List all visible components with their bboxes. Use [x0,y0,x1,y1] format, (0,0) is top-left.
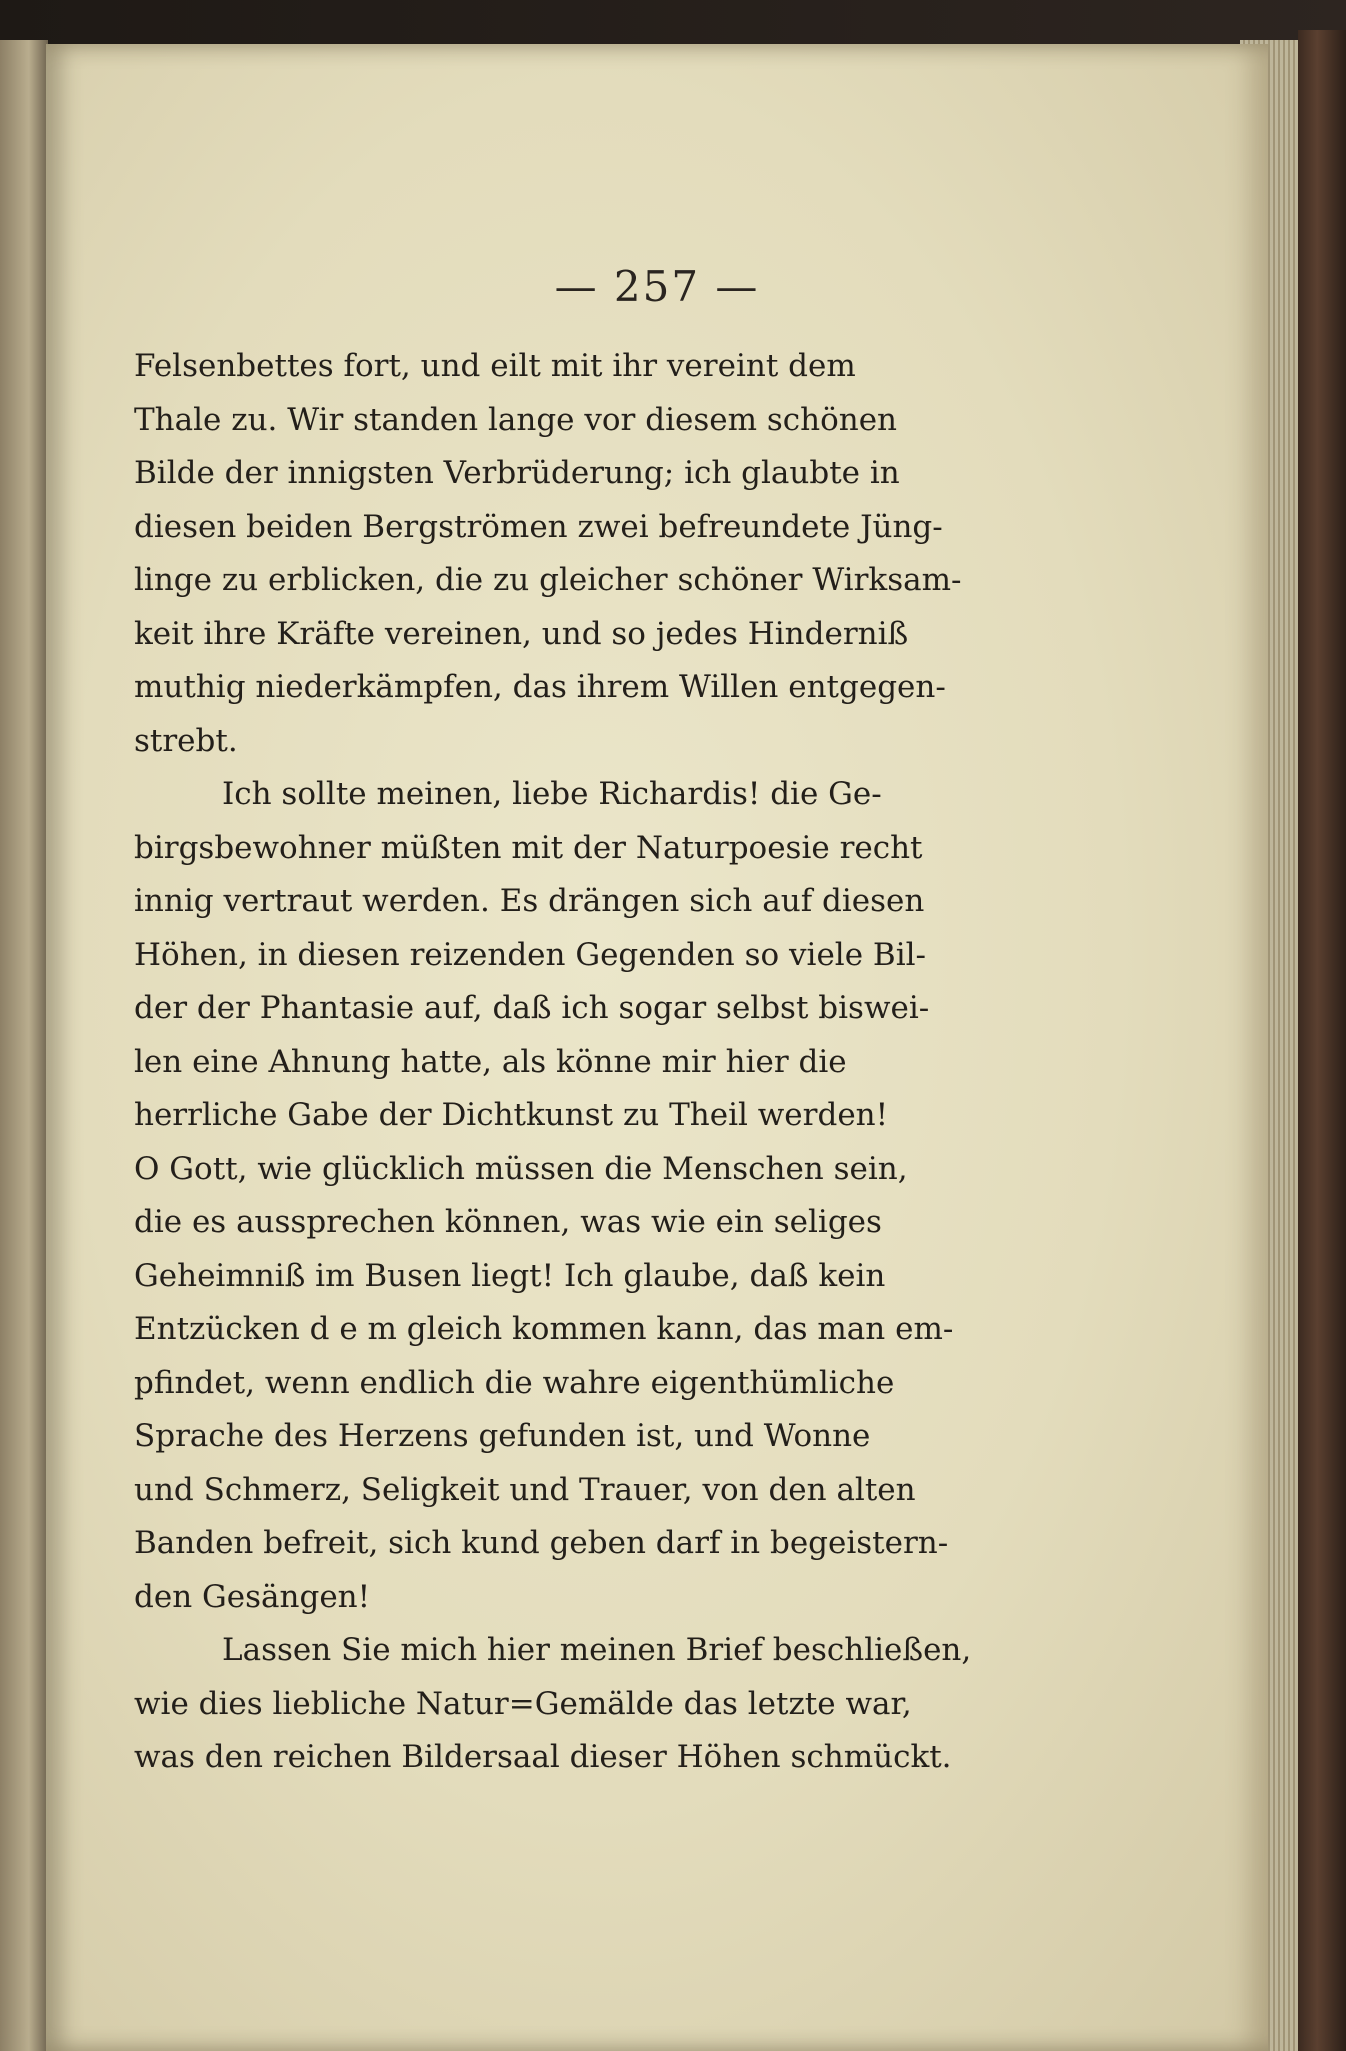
text-line [134,822,1040,876]
line-text: den Gesängen! [134,1578,371,1615]
text-line [134,1464,1040,1518]
text-line [134,1517,1040,1571]
line-text: Höhen, in diesen reizenden Gegenden so viele Bil- [134,936,926,973]
text-line [134,501,1040,555]
line-text: Banden befreit, sich kund geben darf in begeistern- [134,1525,949,1561]
line-text: wie dies liebliche Natur=Gemälde das letzte war, [134,1685,912,1722]
line-text: strebt. [134,722,238,759]
line-text: Lassen Sie mich hier meinen Brief beschließen, [222,1632,972,1668]
line-text: was den reichen Bildersaal dieser Höhen schmückt. [134,1739,952,1775]
text-line [134,1143,1040,1197]
line-text: O Gott, wie glücklich müssen die Menschen sein, [134,1150,908,1187]
text-line [134,715,1040,769]
line-text: pfindet, wenn endlich die wahre eigenthümliche [134,1364,895,1401]
text-line [134,1410,1040,1464]
line-text: keit ihre Kräfte vereinen, und so jedes Hinderniß [134,615,909,652]
paragraph-start [134,1624,1040,1678]
body-text [134,340,1040,1785]
text-line [134,875,1040,929]
line-text: Geheimniß im Busen liegt! Ich glaube, daß kein [134,1257,886,1294]
line-text: herrliche Gabe der Dichtkunst zu Theil werden! [134,1097,889,1133]
left-page-edge [0,40,48,2051]
text-line [134,1678,1040,1732]
text-line [134,554,1040,608]
line-text: linge zu erblicken, die zu gleicher schöner Wirksam- [134,562,962,598]
line-text: der der Phantasie auf, daß ich sogar selbst biswei- [134,990,930,1026]
line-text: Entzücken d e m gleich kommen kann, das man em- [134,1311,954,1347]
text-line [134,1196,1040,1250]
text-line [134,982,1040,1036]
book-page [46,44,1268,2051]
text-line [134,608,1040,662]
line-text: Thale zu. Wir standen lange vor diesem schönen [134,401,898,438]
line-text: diesen beiden Bergströmen zwei befreundete Jüng- [134,508,943,545]
line-text: die es aussprechen können, was wie ein seliges [134,1204,882,1240]
text-line [134,661,1040,715]
book-cover-edge [1298,30,1346,2051]
text-line [134,929,1040,983]
text-line [134,1357,1040,1411]
line-text: birgsbewohner müßten mit der Naturpoesie recht [134,829,923,866]
text-line [134,394,1040,448]
line-text: und Schmerz, Seligkeit und Trauer, von den alten [134,1471,916,1508]
text-line [134,1731,1040,1785]
text-line [134,447,1040,501]
line-text: len eine Ahnung hatte, als könne mir hier die [134,1043,847,1080]
text-line [134,1303,1040,1357]
line-text: Sprache des Herzens gefunden ist, und Wonne [134,1418,871,1454]
text-line [134,1571,1040,1625]
text-line [134,1250,1040,1304]
paragraph-start [134,768,1040,822]
line-text: Ich sollte meinen, liebe Richardis! die Ge- [222,776,882,812]
text-line [134,340,1040,394]
line-text: innig vertraut werden. Es drängen sich auf diesen [134,883,925,919]
text-line [134,1036,1040,1090]
line-text: muthig niederkämpfen, das ihrem Willen entgegen- [134,669,946,705]
page-number: — 257 — [554,262,760,311]
line-text: Bilde der innigsten Verbrüderung; ich glaubte in [134,455,900,491]
line-text: Felsenbettes fort, und eilt mit ihr vereint dem [134,348,856,384]
text-line [134,1089,1040,1143]
